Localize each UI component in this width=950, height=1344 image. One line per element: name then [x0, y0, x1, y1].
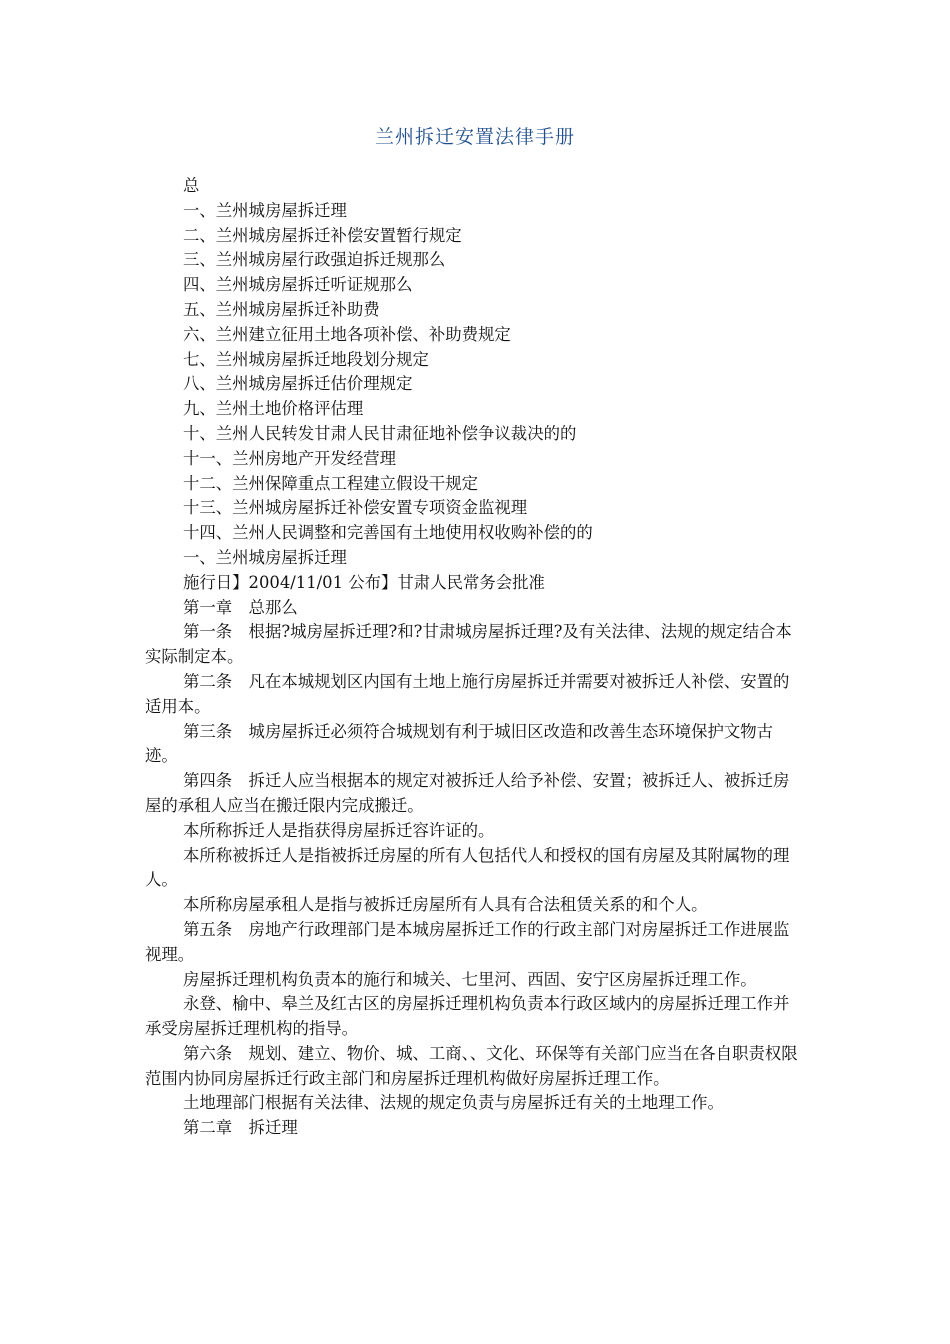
toc-item: 十四、兰州人民调整和完善国有土地使用权收购补偿的的	[183, 523, 593, 543]
toc-heading: 总	[183, 176, 200, 195]
article-paragraph: 第五条 房地产行政理部门是本城房屋拆迁工作的行政主部门对房屋拆迁工作进展监视理。	[145, 919, 790, 964]
document-title: 兰州拆迁安置法律手册	[374, 126, 575, 148]
article-paragraph: 本所称房屋承租人是指与被拆迁房屋所有人具有合法租赁关系的和个人。	[183, 895, 708, 915]
chapter-heading: 第二章 拆迁理	[183, 1118, 298, 1138]
article-paragraph: 土地理部门根据有关法律、法规的规定负责与房屋拆迁有关的土地理工作。	[183, 1093, 724, 1113]
document-body	[145, 174, 805, 1141]
article-paragraph: 第三条 城房屋拆迁必须符合城规划有利于城旧区改造和改善生态环境保护文物古迹。	[145, 721, 774, 766]
toc-item: 十二、兰州保障重点工程建立假设干规定	[183, 473, 479, 493]
toc-item: 八、兰州城房屋拆迁估价理规定	[183, 374, 413, 394]
section-heading: 一、兰州城房屋拆迁理	[183, 547, 347, 567]
article-paragraph: 本所称被拆迁人是指被拆迁房屋的所有人包括代人和授权的国有房屋及其附属物的理人。	[145, 845, 790, 890]
article-paragraph: 房屋拆迁理机构负责本的施行和城关、七里河、西固、安宁区房屋拆迁理工作。	[183, 969, 757, 989]
toc-item: 九、兰州土地价格评估理	[183, 399, 364, 419]
article-paragraph: 第六条 规划、建立、物价、城、工商、、文化、环保等有关部门应当在各自职责权限范围内协同房屋拆迁行政主部门和房屋拆迁理机构做好房屋拆迁理工作。	[145, 1043, 798, 1088]
effective-date-line: 施行日】2004/11/01 公布】甘肃人民常务会批准	[183, 572, 545, 592]
article-paragraph: 永登、榆中、皋兰及红古区的房屋拆迁理机构负责本行政区域内的房屋拆迁理工作并承受房屋拆迁理机构的指导。	[145, 994, 790, 1039]
toc-item: 五、兰州城房屋拆迁补助费	[183, 299, 380, 319]
toc-item: 六、兰州建立征用土地各项补偿、补助费规定	[183, 324, 511, 344]
toc-item: 二、兰州城房屋拆迁补偿安置暂行规定	[183, 225, 462, 245]
article-paragraph: 本所称拆迁人是指获得房屋拆迁容许证的。	[183, 820, 495, 840]
article-paragraph: 第二条 凡在本城规划区内国有土地上施行房屋拆迁并需要对被拆迁人补偿、安置的适用本。	[145, 671, 790, 716]
toc-item: 十、兰州人民转发甘肃人民甘肃征地补偿争议裁决的的	[183, 423, 577, 443]
article-paragraph: 第一条 根据?城房屋拆迁理?和?甘肃城房屋拆迁理?及有关法律、法规的规定结合本实际制定本。	[145, 622, 792, 667]
toc-item: 三、兰州城房屋行政强迫拆迁规那么	[183, 250, 446, 270]
article-paragraph: 第四条 拆迁人应当根据本的规定对被拆迁人给予补偿、安置；被拆迁人、被拆迁房屋的承租人应当在搬迁限内完成搬迁。	[145, 771, 790, 815]
toc-item: 十三、兰州城房屋拆迁补偿安置专项资金监视理	[183, 498, 528, 518]
toc-item: 一、兰州城房屋拆迁理	[183, 200, 347, 220]
chapter-heading: 第一章 总那么	[183, 597, 298, 617]
toc-item: 十一、兰州房地产开发经营理	[183, 448, 397, 468]
toc-item: 四、兰州城房屋拆迁听证规那么	[183, 275, 413, 295]
toc-item: 七、兰州城房屋拆迁地段划分规定	[183, 349, 429, 369]
